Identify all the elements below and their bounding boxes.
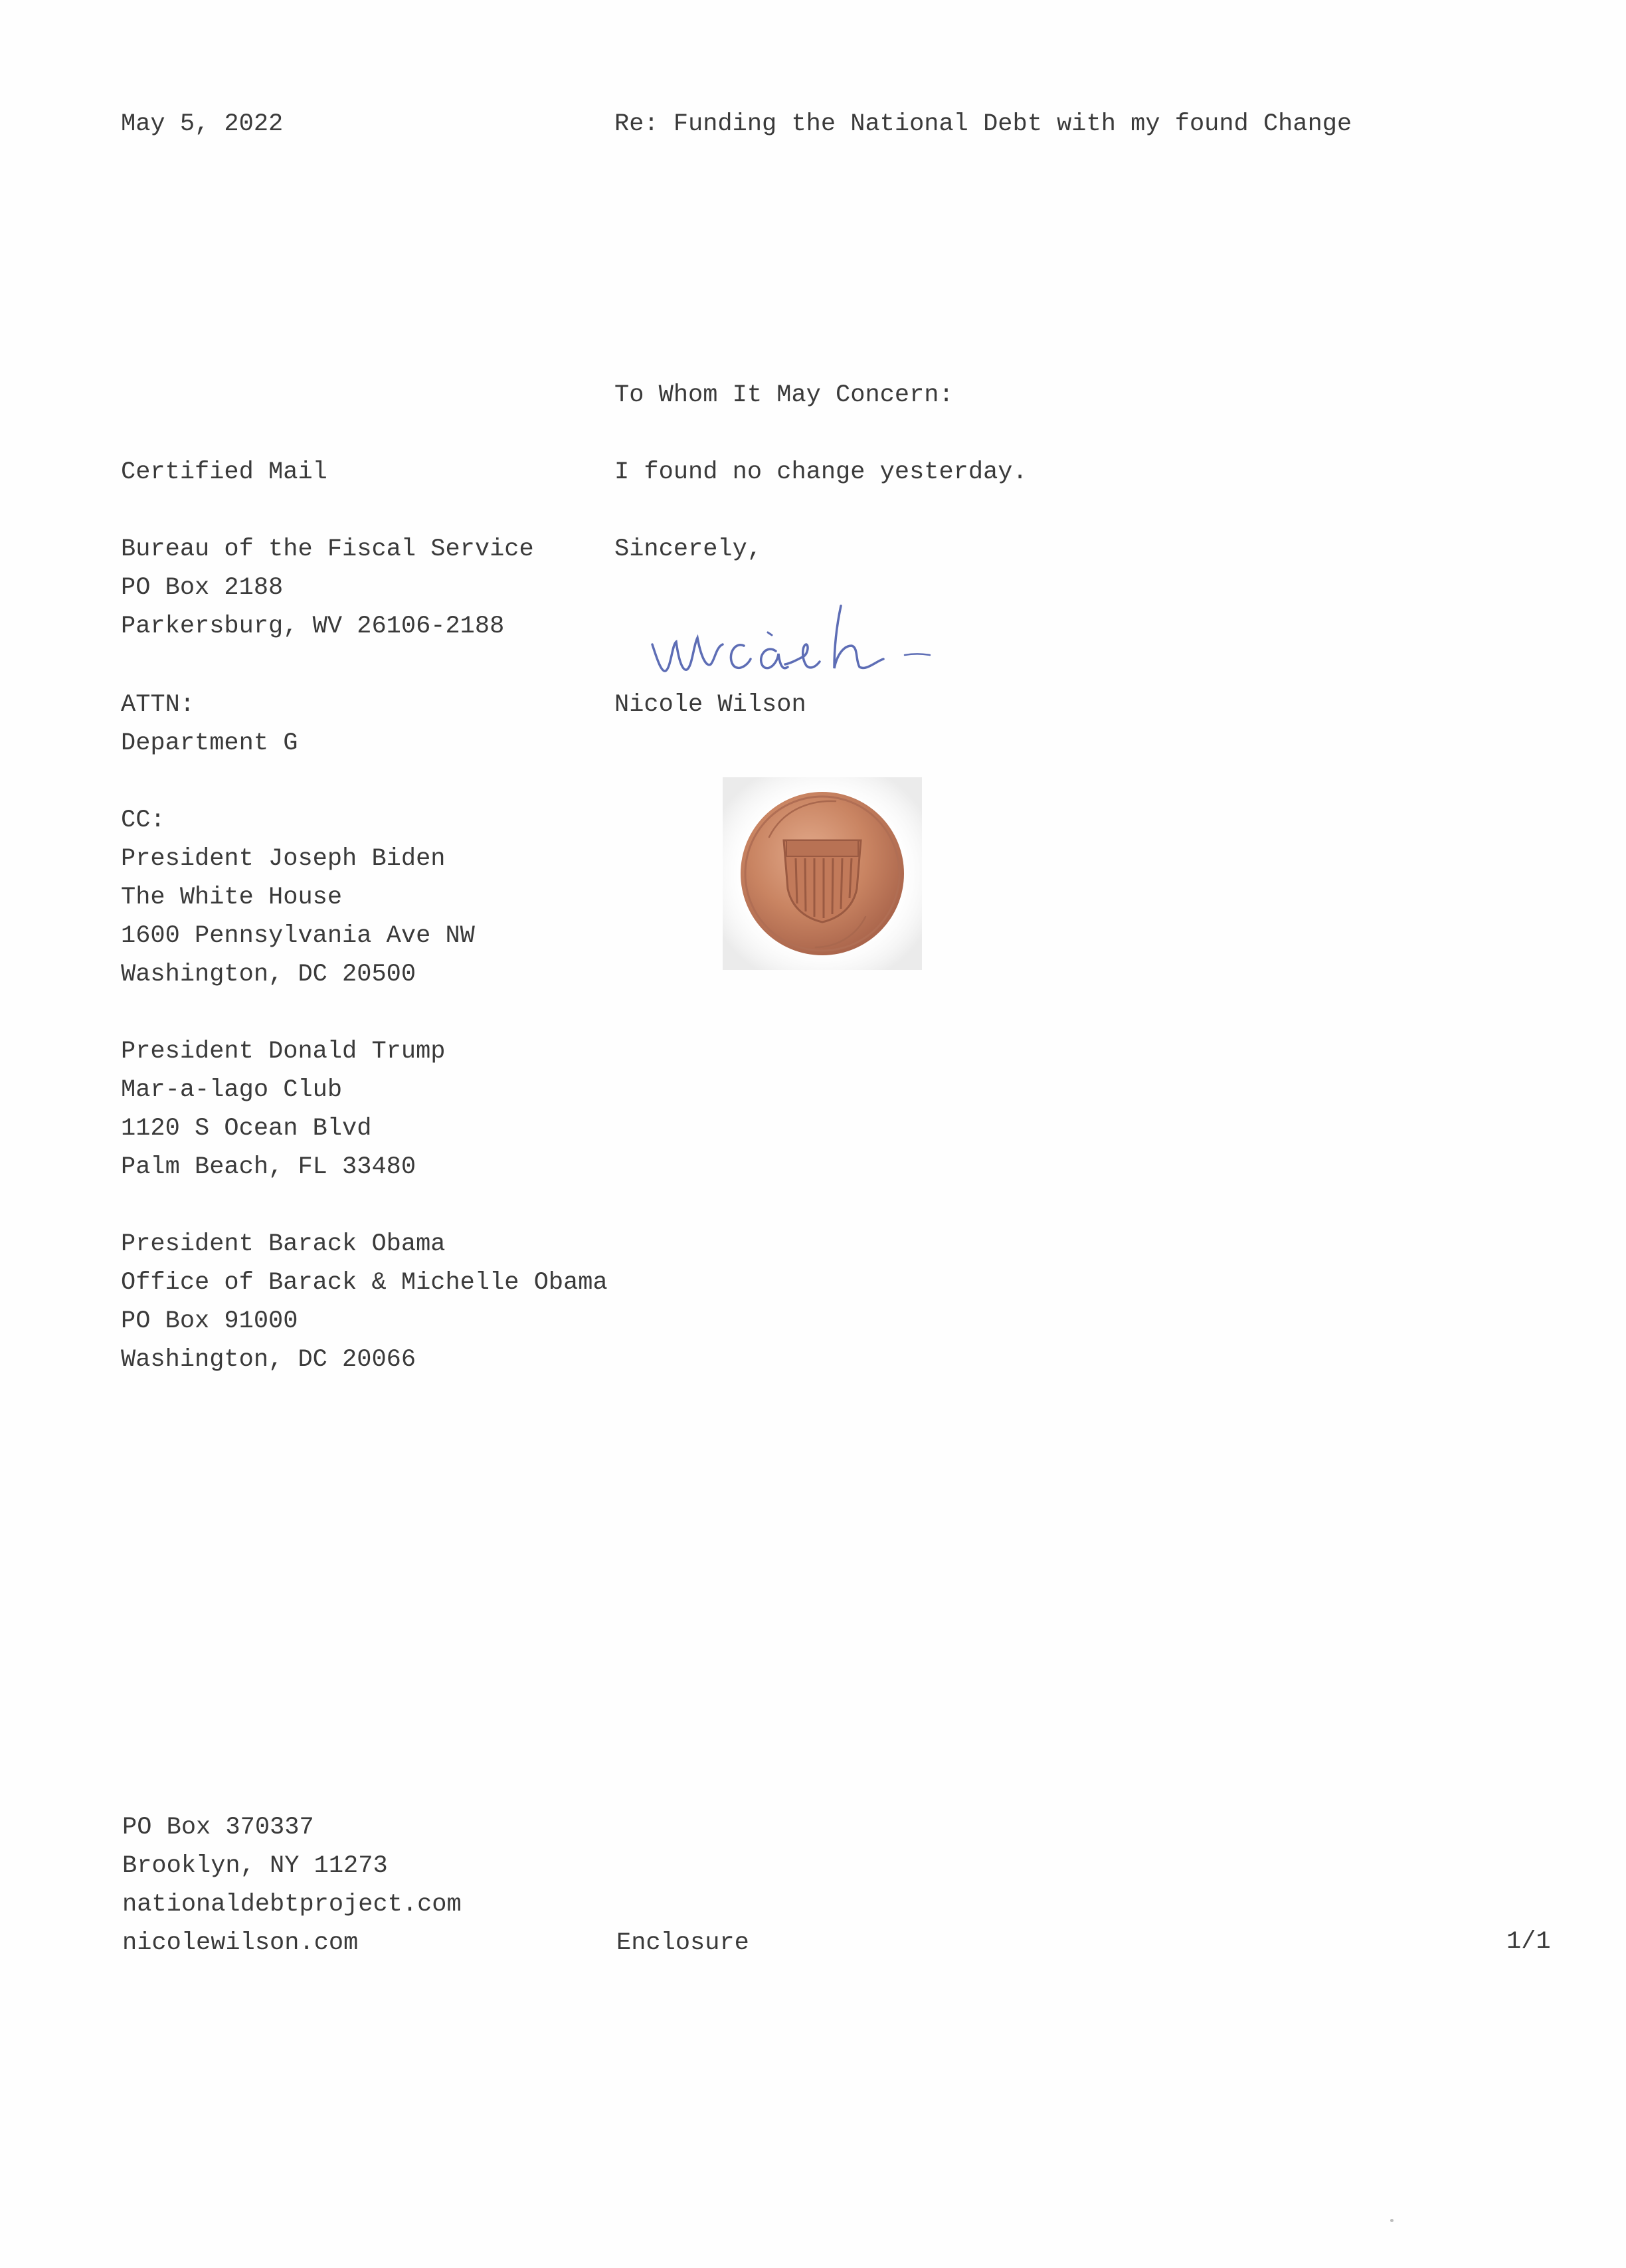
address-line: Office of Barack & Michelle Obama [121,1269,608,1297]
letter-date: May 5, 2022 [121,110,284,138]
closing: Sincerely, [614,535,763,563]
address-line: Brooklyn, NY 11273 [122,1852,388,1880]
page-number: 1/1 [1506,1928,1551,1956]
attention-department: Department G [121,729,298,757]
address-line: 1120 S Ocean Blvd [121,1115,372,1143]
salutation: To Whom It May Concern: [614,381,954,409]
address-line: 1600 Pennsylvania Ave NW [121,922,475,950]
address-line: Washington, DC 20066 [121,1346,416,1374]
address-line: Palm Beach, FL 33480 [121,1153,416,1181]
signature-image [644,598,963,684]
address-line: PO Box 91000 [121,1307,298,1335]
cc-label: CC: [121,806,165,834]
address-line: PO Box 370337 [122,1814,314,1842]
recipient-address [121,530,534,646]
cc-obama [121,1225,608,1379]
delivery-method: Certified Mail [121,458,327,486]
address-line: PO Box 2188 [121,574,284,602]
address-line: President Barack Obama [121,1230,446,1258]
address-line: Bureau of the Fiscal Service [121,535,534,563]
enclosure-note: Enclosure [616,1929,749,1957]
address-line: President Joseph Biden [121,845,446,873]
cc-trump [121,1032,445,1186]
address-line: President Donald Trump [121,1038,446,1066]
address-line: Washington, DC 20500 [121,961,416,989]
website-link: nationaldebtproject.com [122,1891,462,1919]
website-link: nicolewilson.com [122,1929,359,1957]
sender-address [122,1808,462,1962]
attention-label: ATTN: [121,691,195,719]
letter-subject: Re: Funding the National Debt with my found Change [614,110,1352,138]
letter-message: I found no change yesterday. [614,458,1028,486]
penny-coin-image [723,777,922,970]
address-line: The White House [121,884,343,911]
cc-biden [121,801,475,994]
scan-speck [1390,2219,1394,2222]
address-line: Parkersburg, WV 26106-2188 [121,613,505,640]
address-line: Mar-a-lago Club [121,1076,343,1104]
attention-block [121,686,298,763]
signer-name: Nicole Wilson [614,691,806,719]
